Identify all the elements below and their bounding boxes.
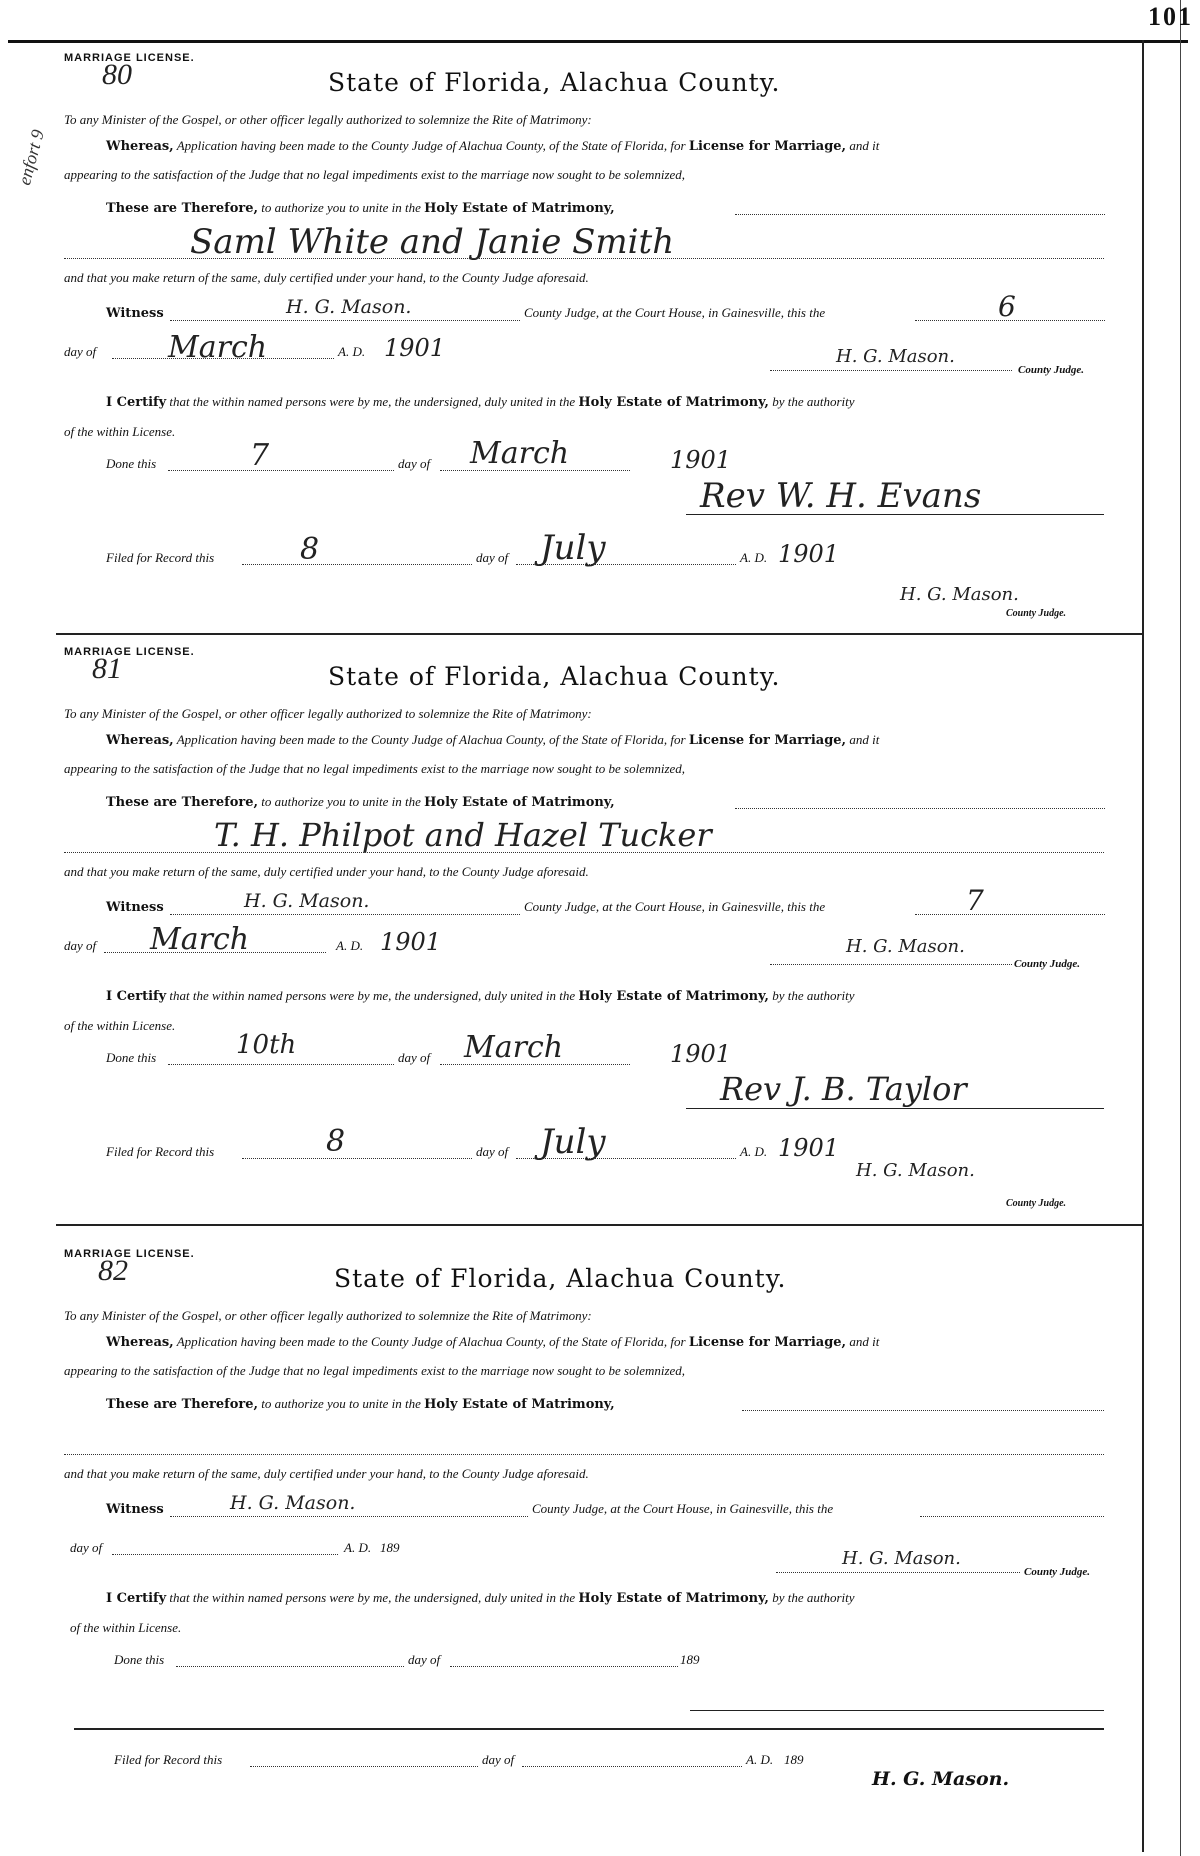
holy-estate-2: Holy Estate of Matrimony,	[578, 395, 769, 410]
address-line: To any Minister of the Gospel, or other officer legally authorized to solemnize the Rite of Matrimony:	[64, 1308, 592, 1323]
these-are-therefore: These are Therefore,	[106, 1397, 259, 1412]
top-border	[8, 40, 1188, 43]
filed-county-judge: County Judge.	[1006, 1198, 1067, 1209]
certify-word: I Certify	[106, 1591, 167, 1606]
fill-line	[522, 1766, 742, 1767]
officiant-signature: Rev J. B. Taylor	[720, 1070, 967, 1108]
witness-word: Witness	[106, 1502, 164, 1517]
issue-month: March	[150, 922, 250, 957]
ad-label: A. D.	[336, 938, 364, 953]
certify-text: that the within named persons were by me, the undersigned, duly united in the	[169, 1590, 576, 1605]
county-judge-label: County Judge.	[1018, 364, 1085, 376]
license-label: MARRIAGE LICENSE.	[64, 646, 195, 658]
by-authority: by the authority	[772, 394, 855, 409]
day-of-label: day of	[70, 1540, 103, 1555]
whereas-word: Whereas,	[106, 139, 174, 154]
filed-label: Filed for Record this	[114, 1752, 223, 1767]
officiant-line	[686, 514, 1104, 515]
within-license: of the within License.	[70, 1620, 182, 1635]
address-line: To any Minister of the Gospel, or other officer legally authorized to solemnize the Rite of Matrimony:	[64, 706, 592, 721]
fill-line	[450, 1666, 678, 1667]
page-number: 101	[1148, 2, 1193, 31]
holy-estate-2: Holy Estate of Matrimony,	[578, 1591, 769, 1606]
done-day-of: day of	[408, 1652, 441, 1667]
filed-day-of: day of	[482, 1752, 515, 1767]
issue-year: 1901	[380, 928, 442, 956]
license-for-marriage: License for Marriage,	[688, 139, 847, 154]
judge-signature: H. G. Mason.	[842, 1548, 961, 1569]
witness-name: H. G. Mason.	[286, 296, 412, 318]
appearing-line: appearing to the satisfaction of the Judge that no legal impediments exist to the marriage now sought to be solemnized,	[64, 167, 686, 182]
whereas-word: Whereas,	[106, 733, 174, 748]
fill-line	[242, 564, 472, 565]
section-divider	[56, 1224, 1142, 1226]
license-number: 80	[102, 58, 132, 91]
officiant-line	[686, 1108, 1104, 1109]
couple-names: T. H. Philpot and Hazel Tucker	[214, 816, 712, 854]
witness-word: Witness	[106, 900, 164, 915]
county-judge-text: County Judge, at the Court House, in Gainesville, this the	[524, 899, 826, 914]
filed-year: 189	[784, 1752, 804, 1767]
and-it: and it	[849, 1334, 880, 1349]
whereas-text: Application having been made to the County Judge of Alachua County, of the State of Florida, for	[176, 732, 686, 747]
issue-month: March	[168, 330, 268, 365]
county-judge-label: County Judge.	[1024, 1566, 1091, 1578]
certify-line	[106, 394, 855, 410]
ad-label: A. D.	[344, 1540, 372, 1555]
filed-day-of: day of	[476, 550, 509, 565]
done-day-of: day of	[398, 456, 431, 471]
page-edge	[1180, 0, 1181, 1856]
certify-line	[106, 988, 855, 1004]
fill-line	[770, 964, 1012, 965]
return-line: and that you make return of the same, duly certified under your hand, to the County Judge aforesaid.	[64, 864, 589, 879]
filed-day-of: day of	[476, 1144, 509, 1159]
filed-month: July	[540, 1122, 606, 1162]
return-line: and that you make return of the same, duly certified under your hand, to the County Judge aforesaid.	[64, 270, 589, 285]
margin-note: enfort 9	[14, 127, 48, 188]
done-this-label: Done this	[114, 1652, 165, 1667]
county-judge-label: County Judge.	[1014, 958, 1081, 970]
done-year: 1901	[670, 446, 732, 474]
filed-signature: H. G. Mason.	[872, 1768, 1010, 1790]
fill-line	[735, 808, 1105, 809]
whereas-line	[106, 732, 879, 748]
day-of-label: day of	[64, 938, 97, 953]
address-line: To any Minister of the Gospel, or other officer legally authorized to solemnize the Rite of Matrimony:	[64, 112, 592, 127]
done-day: 7	[250, 438, 270, 473]
witness-word: Witness	[106, 306, 164, 321]
fill-line	[915, 914, 1105, 915]
issue-year: 189	[380, 1540, 400, 1555]
these-are-therefore: These are Therefore,	[106, 795, 259, 810]
fill-line	[170, 320, 520, 321]
and-it: and it	[849, 138, 880, 153]
county-judge-text: County Judge, at the Court House, in Gainesville, this the	[524, 305, 826, 320]
judge-signature: H. G. Mason.	[836, 346, 955, 367]
done-this-label: Done this	[106, 456, 157, 471]
done-month: March	[470, 436, 570, 471]
certify-text: that the within named persons were by me, the undersigned, duly united in the	[169, 394, 576, 409]
authorize-line	[106, 794, 615, 810]
names-line	[64, 1454, 1104, 1455]
fill-line	[176, 1666, 404, 1667]
license-label: MARRIAGE LICENSE.	[64, 52, 195, 64]
certify-word: I Certify	[106, 395, 167, 410]
names-line	[64, 852, 1104, 853]
done-day-of: day of	[398, 1050, 431, 1065]
filed-signature: H. G. Mason.	[856, 1160, 975, 1181]
issue-day: 7	[966, 884, 984, 917]
filed-label: Filed for Record this	[106, 1144, 215, 1159]
filed-ad: A. D.	[740, 1144, 768, 1159]
by-authority: by the authority	[772, 988, 855, 1003]
whereas-line	[106, 1334, 879, 1350]
section-divider	[56, 633, 1142, 635]
names-line	[64, 258, 1104, 259]
filed-day: 8	[300, 532, 320, 567]
whereas-text: Application having been made to the County Judge of Alachua County, of the State of Florida, for	[176, 138, 686, 153]
license-header: State of Florida, Alachua County.	[328, 662, 781, 691]
issue-day: 6	[998, 290, 1016, 323]
fill-line	[742, 1410, 1104, 1411]
couple-names: Saml White and Janie Smith	[190, 222, 675, 262]
filed-year: 1901	[778, 1134, 840, 1162]
these-are-therefore: These are Therefore,	[106, 201, 259, 216]
within-license: of the within License.	[64, 424, 176, 439]
fill-line	[112, 1554, 338, 1555]
authorize-line	[106, 1396, 615, 1412]
fill-line	[770, 370, 1012, 371]
filed-day: 8	[326, 1124, 346, 1159]
judge-signature: H. G. Mason.	[846, 936, 965, 957]
ad-label: A. D.	[338, 344, 366, 359]
fill-line	[920, 1516, 1104, 1517]
right-border	[1142, 40, 1144, 1852]
done-year: 1901	[670, 1040, 732, 1068]
license-header: State of Florida, Alachua County.	[334, 1264, 787, 1293]
done-month: March	[464, 1030, 564, 1065]
filed-signature: H. G. Mason.	[900, 584, 1019, 605]
holy-estate-2: Holy Estate of Matrimony,	[578, 989, 769, 1004]
holy-estate: Holy Estate of Matrimony,	[424, 1397, 615, 1412]
certify-word: I Certify	[106, 989, 167, 1004]
witness-line	[106, 305, 164, 321]
certify-text: that the within named persons were by me, the undersigned, duly united in the	[169, 988, 576, 1003]
authorize-text: to authorize you to unite in the	[261, 1396, 421, 1411]
closing-rule	[74, 1728, 1104, 1730]
authorize-text: to authorize you to unite in the	[261, 794, 421, 809]
return-line: and that you make return of the same, duly certified under your hand, to the County Judge aforesaid.	[64, 1466, 589, 1481]
holy-estate: Holy Estate of Matrimony,	[424, 201, 615, 216]
done-day: 10th	[236, 1030, 297, 1060]
fill-line	[168, 1064, 394, 1065]
whereas-text: Application having been made to the County Judge of Alachua County, of the State of Florida, for	[176, 1334, 686, 1349]
fill-line	[250, 1766, 478, 1767]
license-number: 81	[92, 652, 122, 685]
license-for-marriage: License for Marriage,	[688, 1335, 847, 1350]
whereas-word: Whereas,	[106, 1335, 174, 1350]
fill-line	[776, 1572, 1020, 1573]
filed-year: 1901	[778, 540, 840, 568]
officiant-line	[690, 1710, 1104, 1711]
license-header: State of Florida, Alachua County.	[328, 68, 781, 97]
filed-county-judge: County Judge.	[1006, 608, 1067, 619]
appearing-line: appearing to the satisfaction of the Judge that no legal impediments exist to the marriage now sought to be solemnized,	[64, 761, 686, 776]
witness-name: H. G. Mason.	[244, 890, 370, 912]
fill-line	[170, 1516, 528, 1517]
and-it: and it	[849, 732, 880, 747]
day-of-label: day of	[64, 344, 97, 359]
holy-estate: Holy Estate of Matrimony,	[424, 795, 615, 810]
license-label: MARRIAGE LICENSE.	[64, 1248, 195, 1260]
fill-line	[168, 470, 394, 471]
license-number: 82	[98, 1254, 128, 1287]
authorize-line	[106, 200, 615, 216]
witness-name: H. G. Mason.	[230, 1492, 356, 1514]
filed-ad: A. D.	[746, 1752, 774, 1767]
filed-ad: A. D.	[740, 550, 768, 565]
fill-line	[170, 914, 520, 915]
witness-line	[106, 899, 164, 915]
whereas-line	[106, 138, 879, 154]
witness-line	[106, 1501, 164, 1517]
fill-line	[735, 214, 1105, 215]
certify-line	[106, 1590, 855, 1606]
appearing-line: appearing to the satisfaction of the Judge that no legal impediments exist to the marriage now sought to be solemnized,	[64, 1363, 686, 1378]
license-for-marriage: License for Marriage,	[688, 733, 847, 748]
officiant-signature: Rev W. H. Evans	[700, 476, 982, 516]
filed-month: July	[540, 528, 606, 568]
filed-label: Filed for Record this	[106, 550, 215, 565]
issue-year: 1901	[384, 334, 446, 362]
fill-line	[242, 1158, 472, 1159]
by-authority: by the authority	[772, 1590, 855, 1605]
county-judge-text: County Judge, at the Court House, in Gainesville, this the	[532, 1501, 834, 1516]
done-year: 189	[680, 1652, 700, 1667]
authorize-text: to authorize you to unite in the	[261, 200, 421, 215]
within-license: of the within License.	[64, 1018, 176, 1033]
done-this-label: Done this	[106, 1050, 157, 1065]
